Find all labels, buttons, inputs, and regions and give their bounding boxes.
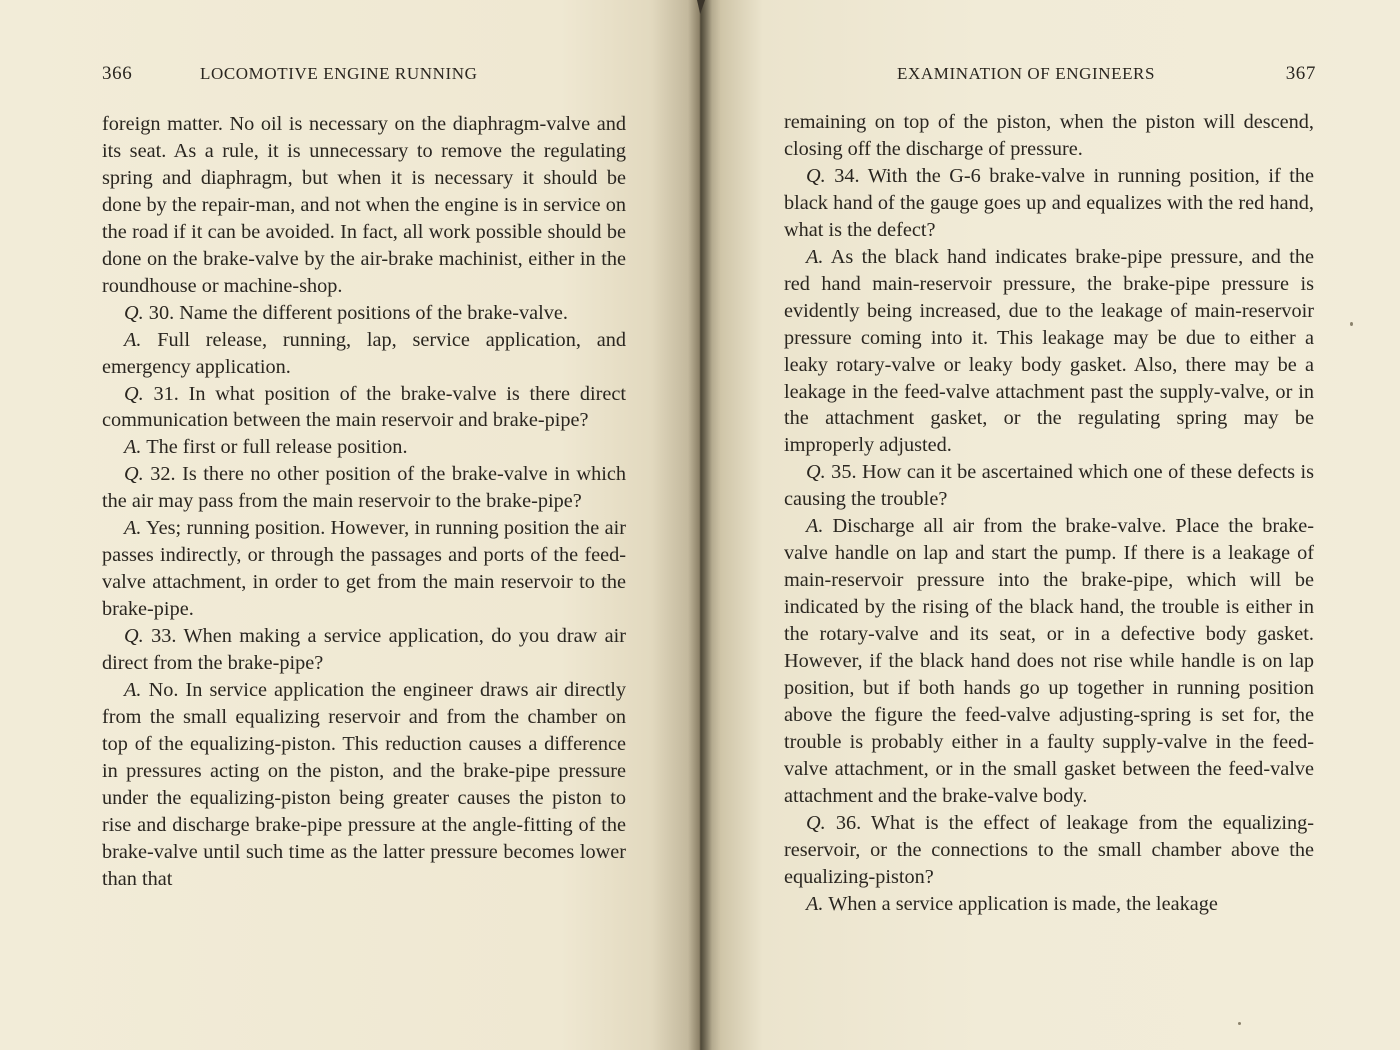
right-page-number: 367 xyxy=(1285,63,1316,84)
paper-speck xyxy=(1238,1022,1241,1025)
answer-paragraph: A. When a service application is made, the leakage xyxy=(806,892,1218,915)
question-paragraph: Q. 36. What is the effect of leakage from the equalizing-reservoir, or the connections to the small chamber above the equalizing-piston? xyxy=(784,811,1314,888)
right-page xyxy=(700,0,1400,1050)
answer-paragraph: A. As the black hand indicates brake-pipe pressure, and the red hand main-reservoir pressure, the brake-pipe pressure is evidently being increased, due to the leakage of main-reservoir pressure coming into it. This leakage may be due to either a leaky rotary-valve or leaky body gasket. Also, there may be a leakage in the feed-valve attachment past the supply-valve, or in the attachment gasket, or the regulating spring may be improperly adjusted. xyxy=(784,245,1315,457)
question-paragraph: Q. 32. Is there no other position of the brake-valve in which the air may pass from the main reservoir to the brake-pipe? xyxy=(102,463,626,513)
paper-speck xyxy=(1350,322,1353,326)
question-paragraph: Q. 30. Name the different positions of the brake-valve. xyxy=(124,301,568,324)
left-page-number: 366 xyxy=(102,63,133,84)
left-page-header xyxy=(102,63,630,89)
paragraph: remaining on top of the piston, when the piston will descend, closing off the discharge of pressure. xyxy=(784,111,1314,160)
answer-paragraph: A. Full release, running, lap, service application, and emergency application. xyxy=(102,328,626,378)
answer-paragraph: A. Yes; running position. However, in running position the air passes indirectly, or through the passages and ports of the feed-valve attachment, in order to get from the main reservoir to the brake-pipe. xyxy=(102,517,626,621)
answer-paragraph: A. Discharge all air from the brake-valve. Place the brake-valve handle on lap and start the pump. If there is a leakage of main-reservoir pressure into the brake-pipe, which will be indicated by the rising of the black hand, the trouble is either in the rotary-valve and its seat, or in a defective body gasket. However, if the black hand does not rise while handle is on lap position, but if both hands go up together in running position above the figure the feed-valve adjusting-spring is set for, the trouble is probably either in a faulty supply-valve in the feed-valve attachment, or in the small gasket between the feed-valve attachment and the brake-valve body. xyxy=(784,515,1314,807)
answer-paragraph: A. The first or full release position. xyxy=(124,436,408,459)
right-page-text xyxy=(784,109,1314,918)
right-running-head: EXAMINATION OF ENGINEERS xyxy=(897,64,1156,83)
left-running-head: LOCOMOTIVE ENGINE RUNNING xyxy=(200,64,478,83)
answer-paragraph: A. No. In service application the engineer draws air directly from the small equalizing reservoir and from the chamber on top of the equalizing-piston. This reduction causes a difference in pressures acting on the piston, and the brake-pipe pressure under the equalizing-piston being greater causes the piston to rise and discharge brake-pipe pressure at the angle-fitting of the brake-valve until such time as the latter pressure becomes lower than that xyxy=(102,679,626,890)
question-paragraph: Q. 33. When making a service application, do you draw air direct from the brake-pipe? xyxy=(102,625,626,675)
paragraph: foreign matter. No oil is necessary on the diaphragm-valve and its seat. As a rule, it is unnecessary to remove the regulating spring and diaphragm, but when it is necessary it should be done by the repair-man, and not when the engine is in service on the road if it can be avoided. In fact, all work possible should be done on the brake-valve by the air-brake machinist, either in the roundhouse or machine-shop. xyxy=(102,113,626,297)
question-paragraph: Q. 34. With the G-6 brake-valve in running position, if the black hand of the gauge goes up and equalizes with the red hand, what is the defect? xyxy=(784,164,1314,241)
right-page-header xyxy=(792,63,1316,89)
book-gutter xyxy=(688,0,712,1050)
left-page-text xyxy=(102,111,626,893)
question-paragraph: Q. 35. How can it be ascertained which one of these defects is causing the trouble? xyxy=(784,461,1314,511)
question-paragraph: Q. 31. In what position of the brake-valve is there direct communication between the main reservoir and brake-pipe? xyxy=(102,382,626,432)
